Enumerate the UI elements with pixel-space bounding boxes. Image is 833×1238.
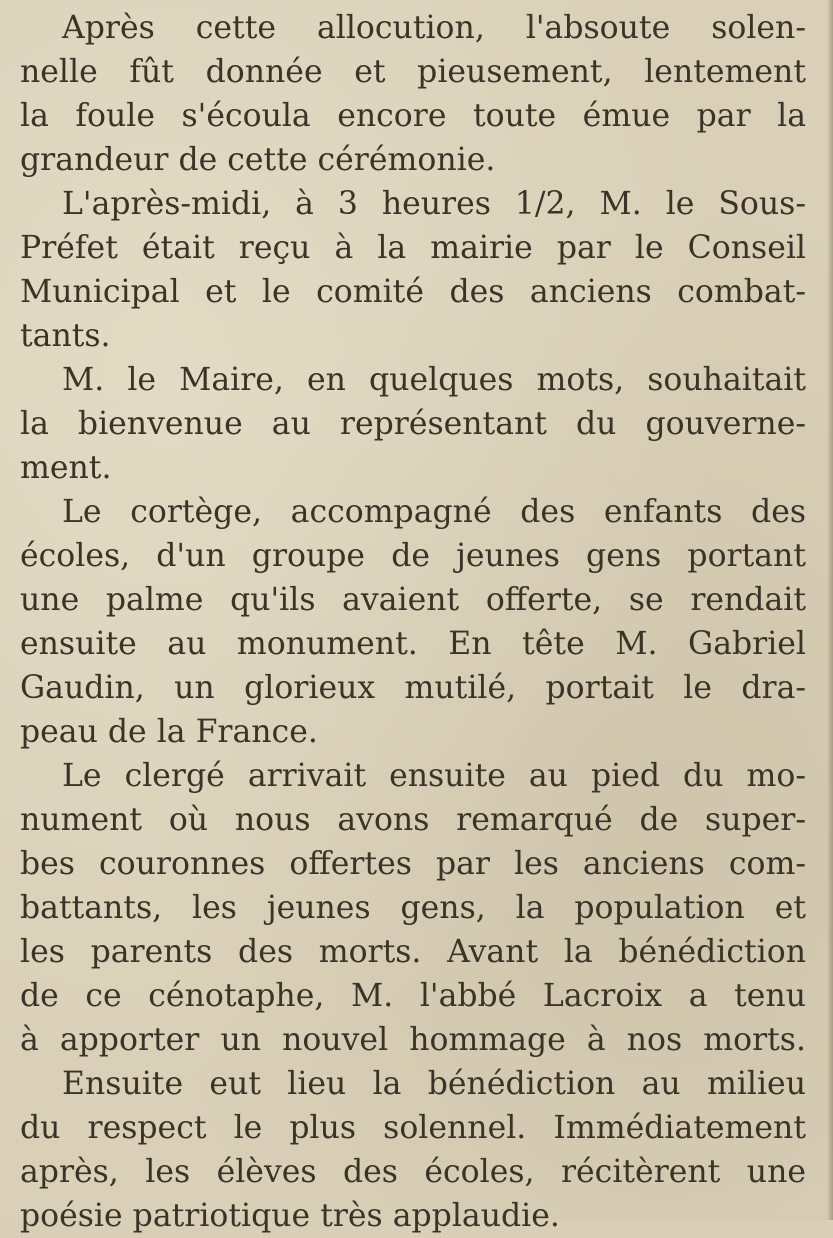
text-line: de ce cénotaphe, M. l'abbé Lacroix a tenu [20,978,806,1014]
text-line: à apporter un nouvel hommage à nos morts. [20,1022,806,1058]
text-line: Le cortège, accompagné des enfants des [62,494,806,530]
text-line: nument où nous avons remarqué de super- [20,802,806,838]
text-line: poésie patriotique très applaudie. [20,1198,560,1234]
text-line: la bienvenue au représentant du gouverne- [20,406,806,442]
text-line: une palme qu'ils avaient offerte, se rendait [20,582,806,618]
text-line: ment. [20,450,112,486]
text-line: Le clergé arrivait ensuite au pied du mo- [62,758,806,794]
text-line: Préfet était reçu à la mairie par le Conseil [20,230,806,266]
text-line: Après cette allocution, l'absoute solen- [62,10,806,46]
text-line: L'après-midi, à 3 heures 1/2, M. le Sous- [62,186,806,222]
text-line: M. le Maire, en quelques mots, souhaitait [62,362,806,398]
page-edge-shadow [827,0,833,1220]
text-line: grandeur de cette cérémonie. [20,142,496,178]
text-line: Municipal et le comité des anciens combat- [20,274,806,310]
text-line: bes couronnes offertes par les anciens com- [20,846,806,882]
text-line: nelle fût donnée et pieusement, lentement [20,54,806,90]
text-line: peau de la France. [20,714,318,750]
text-line: après, les élèves des écoles, récitèrent une [20,1154,806,1190]
text-line: les parents des morts. Avant la bénédiction [20,934,806,970]
text-line: Ensuite eut lieu la bénédiction au milieu [62,1066,806,1102]
text-line: la foule s'écoula encore toute émue par la [20,98,806,134]
text-line: Gaudin, un glorieux mutilé, portait le dra- [20,670,806,706]
text-line: tants. [20,318,111,354]
text-line: du respect le plus solennel. Immédiatement [20,1110,806,1146]
text-line: écoles, d'un groupe de jeunes gens portant [20,538,806,574]
article-column [20,6,806,1238]
text-line: ensuite au monument. En tête M. Gabriel [20,626,806,662]
text-line: battants, les jeunes gens, la population et [20,890,806,926]
